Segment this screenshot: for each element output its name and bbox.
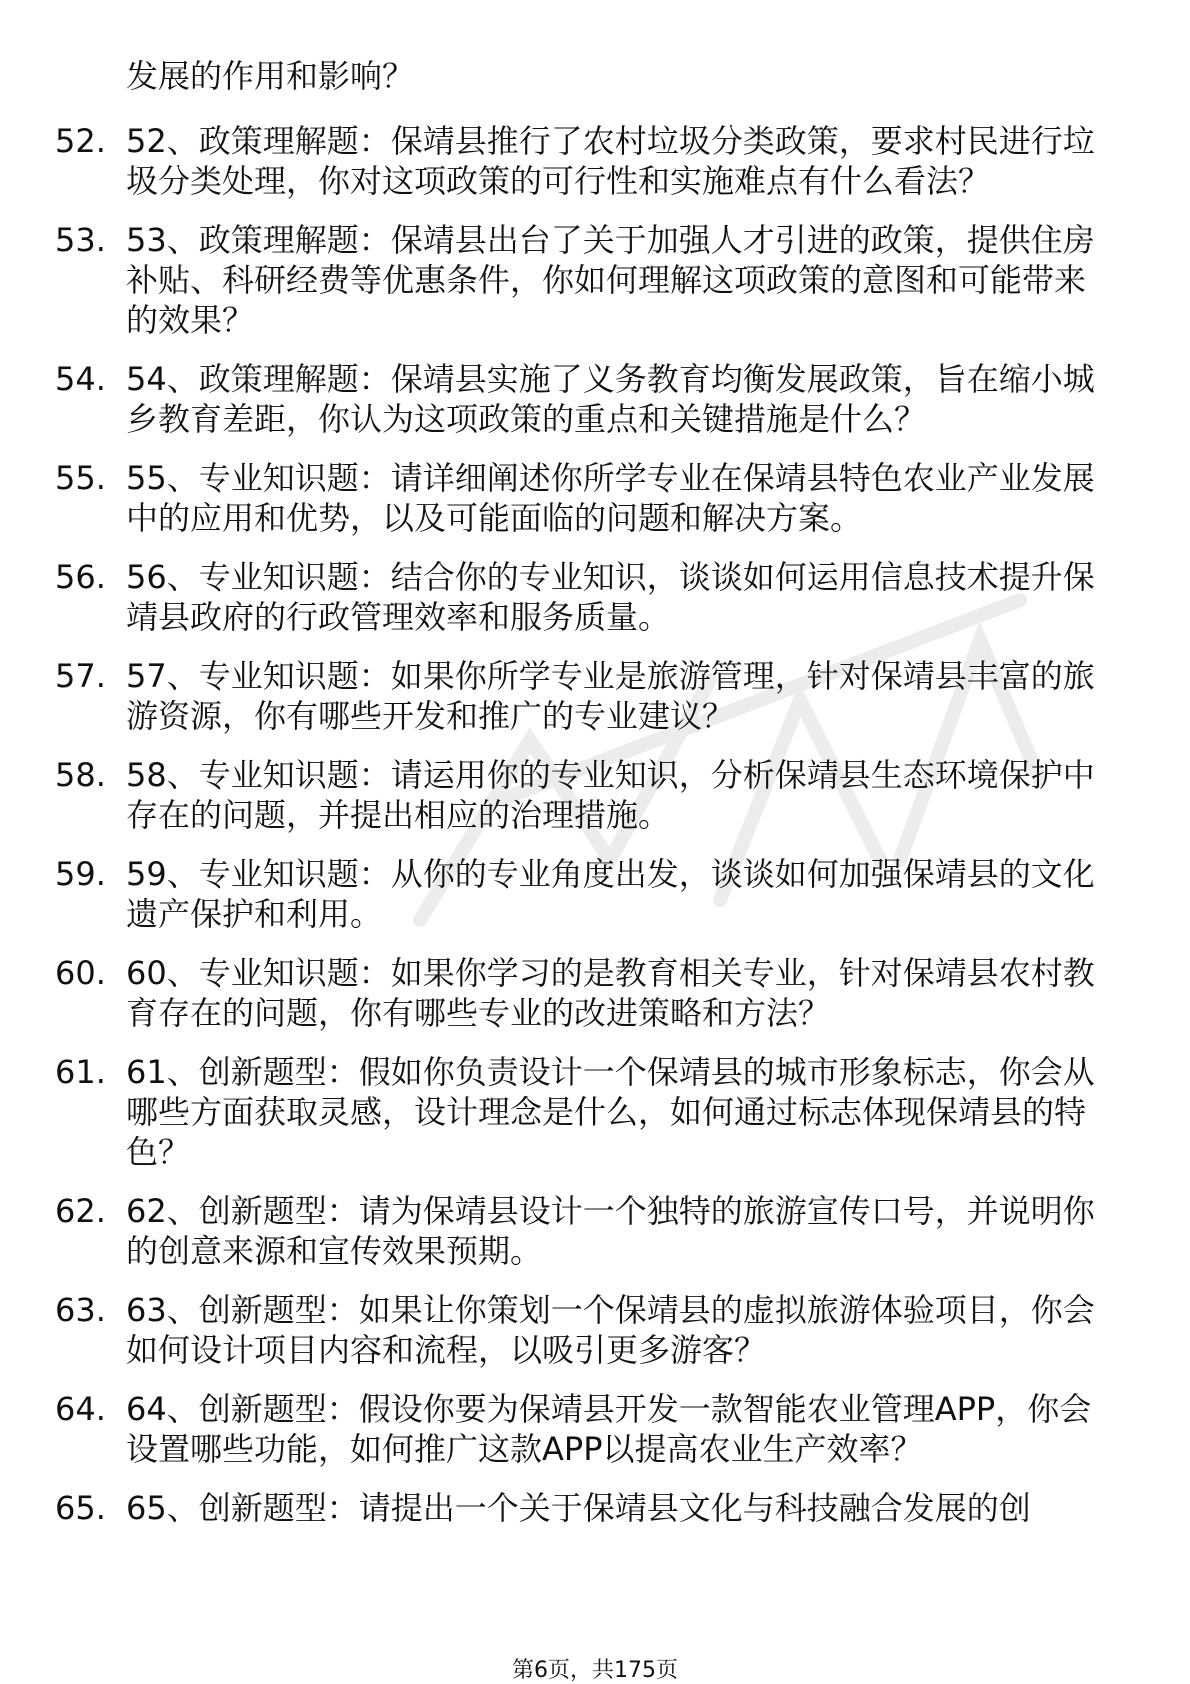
list-item [0, 220, 1190, 340]
list-item [0, 1052, 1190, 1172]
item-text: 53、政策理解题：保靖县出台了关于加强人才引进的政策，提供住房补贴、科研经费等优惠条件，你如何理解这项政策的意图和可能带来的效果？ [126, 221, 1095, 339]
item-text: 64、创新题型：假设你要为保靖县开发一款智能农业管理APP，你会设置哪些功能，如何推广这款APP以提高农业生产效率？ [126, 1390, 1092, 1468]
item-text: 59、专业知识题：从你的专业角度出发，谈谈如何加强保靖县的文化遗产保护和利用。 [126, 855, 1095, 933]
list-item [0, 1290, 1190, 1370]
list-item [0, 656, 1190, 736]
item-text: 56、专业知识题：结合你的专业知识，谈谈如何运用信息技术提升保靖县政府的行政管理效率和服务质量。 [126, 558, 1095, 636]
list-item [0, 1191, 1190, 1271]
item-number: 54. [55, 360, 106, 398]
item-text: 65、创新题型：请提出一个关于保靖县文化与科技融合发展的创 [126, 1489, 1031, 1527]
list-item [0, 953, 1190, 1033]
item-text: 57、专业知识题：如果你所学专业是旅游管理，针对保靖县丰富的旅游资源，你有哪些开发和推广的专业建议？ [126, 657, 1095, 735]
item-number: 52. [55, 122, 106, 160]
list-item [0, 1488, 1190, 1528]
item-number: 57. [55, 657, 106, 695]
item-text: 58、专业知识题：请运用你的专业知识，分析保靖县生态环境保护中存在的问题，并提出相应的治理措施。 [126, 756, 1095, 834]
list-item [0, 458, 1190, 538]
item-text: 54、政策理解题：保靖县实施了义务教育均衡发展政策，旨在缩小城乡教育差距，你认为这项政策的重点和关键措施是什么？ [126, 360, 1095, 438]
question-list [0, 121, 1190, 1547]
list-item [0, 121, 1190, 201]
item-number: 64. [55, 1390, 106, 1428]
item-text: 52、政策理解题：保靖县推行了农村垃圾分类政策，要求村民进行垃圾分类处理，你对这项政策的可行性和实施难点有什么看法？ [126, 122, 1095, 200]
item-text: 61、创新题型：假如你负责设计一个保靖县的城市形象标志，你会从哪些方面获取灵感，设计理念是什么，如何通过标志体现保靖县的特色？ [126, 1053, 1095, 1171]
item-number: 55. [55, 459, 106, 497]
item-number: 65. [55, 1489, 106, 1527]
item-text: 63、创新题型：如果让你策划一个保靖县的虚拟旅游体验项目，你会如何设计项目内容和流程，以吸引更多游客？ [126, 1291, 1095, 1369]
item-text: 60、专业知识题：如果你学习的是教育相关专业，针对保靖县农村教育存在的问题，你有哪些专业的改进策略和方法？ [126, 954, 1095, 1032]
continuation-text: 发展的作用和影响？ [126, 57, 415, 95]
list-item [0, 854, 1190, 934]
list-item [0, 1389, 1190, 1469]
list-item [0, 755, 1190, 835]
item-number: 60. [55, 954, 106, 992]
item-number: 63. [55, 1291, 106, 1329]
item-text: 62、创新题型：请为保靖县设计一个独特的旅游宣传口号，并说明你的创意来源和宣传效果预期。 [126, 1192, 1095, 1270]
item-number: 62. [55, 1192, 106, 1230]
list-item [0, 557, 1190, 637]
item-number: 53. [55, 221, 106, 259]
item-number: 58. [55, 756, 106, 794]
item-text: 55、专业知识题：请详细阐述你所学专业在保靖县特色农业产业发展中的应用和优势，以及可能面临的问题和解决方案。 [126, 459, 1095, 537]
page-footer: 第6页，共175页 [512, 1658, 678, 1683]
list-item [0, 359, 1190, 439]
item-number: 61. [55, 1053, 106, 1091]
item-number: 59. [55, 855, 106, 893]
item-number: 56. [55, 558, 106, 596]
